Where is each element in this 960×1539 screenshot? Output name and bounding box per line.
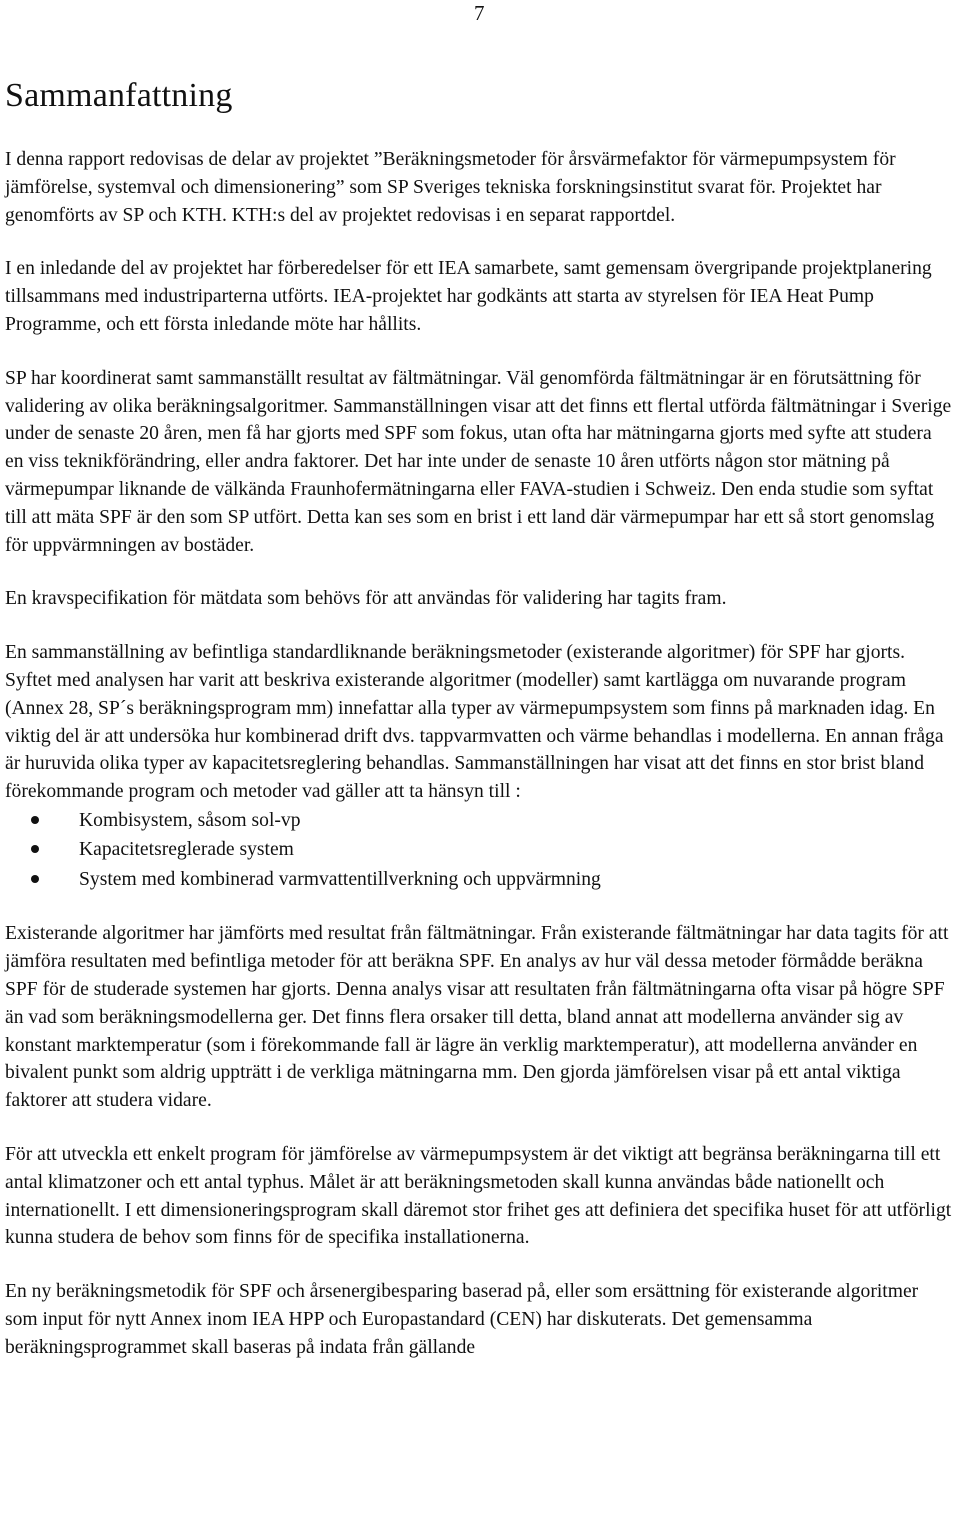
section-heading: Sammanfattning: [5, 77, 233, 114]
paragraph-iea: I en inledande del av projektet har förberedelser för ett IEA samarbete, samt gemensam övergripande projektplanering tillsammans med industriparterna utförts. IEA-projektet har godkänts att starta av styrelsen för IEA Heat Pump Programme, och ett första inledande möte har hållits.: [5, 258, 932, 335]
list-item: [5, 835, 955, 865]
bullet-icon: [31, 875, 39, 883]
page-number: 7: [474, 1, 485, 25]
paragraph-intro: I denna rapport redovisas de delar av projektet ”Beräkningsmetoder för årsvärmefaktor för värmepumpsystem för jämförelse, systemval och dimensionering” som SP Sveriges tekniska forskningsinstitut svarat för. Projektet har genomförts av SP och KTH. KTH:s del av projektet redovisas i en separat rapportdel.: [5, 149, 896, 226]
list-item-text: System med kombinerad varmvattentillverkning och uppvärmning: [79, 868, 601, 890]
bullet-list: [5, 806, 955, 895]
document-body: [5, 74, 955, 1388]
list-item: [5, 806, 955, 836]
paragraph-new-methodology: En ny beräkningsmetodik för SPF och årsenergibesparing baserad på, eller som ersättning för existerande algoritmer som input för nytt Annex inom IEA HPP och Europastandard (CEN) har diskuterats. Det gemensamma beräkningsprogrammet skall baseras på indata från gällande: [5, 1281, 919, 1358]
paragraph-requirements: En kravspecifikation för mätdata som behövs för att användas för validering har tagits fram.: [5, 588, 727, 610]
paragraph-calculation-methods: En sammanställning av befintliga standardliknande beräkningsmetoder (existerande algoritmer) för SPF har gjorts. Syftet med analysen har varit att beskriva existerande algoritmer (modeller) samt kartlägga om nuvarande program (Annex 28, SP´s beräkningsprogram mm) innefattar alla typer av värmepumpsystem som finns på marknaden idag. En viktig del är att undersöka hur kombinerad drift dvs. tappvarmvatten och värme behandlas i modellerna. En annan fråga är huruvida olika typer av kapacitetsreglering behandlas. Sammanställningen har visat att det finns en stor brist bland förekommande program och metoder vad gäller att ta hänsyn till :: [5, 642, 944, 803]
bullet-icon: [31, 845, 39, 853]
list-item-text: Kombisystem, såsom sol-vp: [79, 809, 301, 831]
list-item: [5, 865, 955, 895]
bullet-icon: [31, 816, 39, 824]
paragraph-field-measurements: SP har koordinerat samt sammanställt resultat av fältmätningar. Väl genomförda fältmätningar är en förutsättning för validering av olika beräkningsalgoritmer. Sammanställningen visar att det finns ett flertal utförda fältmätningar i Sverige under de senaste 20 åren, men få har gjorts med SPF som fokus, utan ofta har mätningarna gjorts med syfte att studera en viss teknikförändring, eller andra faktorer. Det har inte under de senaste 10 åren utförts någon stor mätning på värmepumpar liknande de välkända Fraunhofermätningarna eller FAVA-studien i Schweiz. Den enda studie som syftat till att mäta SPF är den som SP utfört. Detta kan ses som en brist i ett land där värmepumpar har ett så stort genomslag för uppvärmningen av bostäder.: [5, 367, 952, 556]
paragraph-program-development: För att utveckla ett enkelt program för jämförelse av värmepumpsystem är det viktigt att begränsa beräkningarna till ett antal klimatzoner och ett antal typhus. Målet är att beräkningsmetoden skall kunna användas både nationellt och internationellt. I ett dimensioneringsprogram skall däremot stor frihet ges att definiera det specifika huset för att utförligt kunna studera de behov som finns för de specifika installationerna.: [5, 1144, 952, 1249]
list-item-text: Kapacitetsreglerade system: [79, 839, 294, 861]
paragraph-algorithm-comparison: Existerande algoritmer har jämförts med resultat från fältmätningar. Från existerande fältmätningar har data tagits för att jämföra resultaten med befintliga metoder för att beräkna SPF. En analys av hur väl dessa metoder förmådde beräkna SPF för de studerade systemen har gjorts. Denna analys visar att resultaten från fältmätningarna ofta visar på högre SPF än vad som beräkningsmodellerna ger. Det finns flera orsaker till detta, bland annat att modellerna använder sig av konstant marktemperatur (som i förekommande fall är lägre än verklig marktemperatur), att modellerna använder en bivalent punkt som aldrig uppträtt i de verkliga mätningarna mm. Den gjorda jämförelsen visar på ett antal viktiga faktorer att studera vidare.: [5, 923, 949, 1112]
